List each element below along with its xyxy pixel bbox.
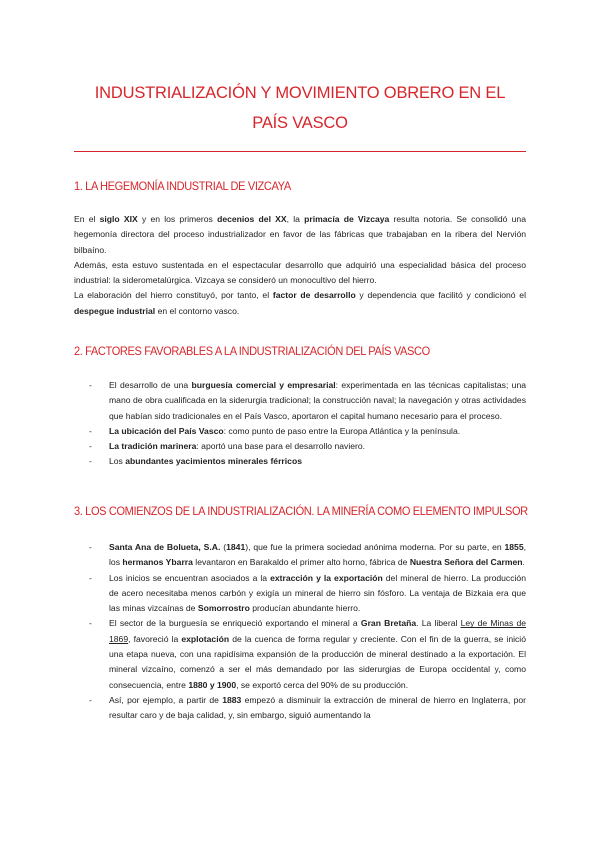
- paragraph-3: [74, 290, 526, 315]
- section-1-heading: 1. LA HEGEMONÍA INDUSTRIAL DE VIZCAYA: [74, 179, 291, 193]
- text-run: : experimentada en las técnicas capitalistas; una mano de obra cualificada en la siderurgia tradicional; la construcción naval; la navegación y otras actividades que habían sido tradicionales en el País Vasco, aportaron el capital humano necesario para el proceso.: [109, 380, 527, 421]
- paragraph-2: [74, 260, 526, 285]
- bold-text: decenios del XX: [217, 214, 287, 224]
- underlined-text: Ley de Minas de 1869: [109, 618, 527, 644]
- list-item: [89, 693, 526, 724]
- text-run: , favoreció la: [128, 633, 182, 644]
- text-run: Los inicios se encuentran asociados a la: [109, 572, 271, 583]
- text-run: Además, esta estuvo sustentada en el espectacular desarrollo que adquirió una especialidad básica del proceso industrial: la siderometalúrgica. Vizcaya se consideró un monocultivo del hierro.: [74, 259, 526, 286]
- bold-text: Somorrostro: [197, 603, 250, 614]
- bold-text: La ubicación del País Vasco: [109, 425, 224, 436]
- text-run: Así, por ejemplo, a partir de: [109, 694, 223, 705]
- title-divider: [74, 151, 526, 152]
- bold-text: siglo XIX: [99, 214, 138, 224]
- text-run: El desarrollo de una: [109, 380, 192, 390]
- text-run: : como punto de paso entre la Europa Atlántica y la península.: [223, 425, 461, 436]
- title-line-1: INDUSTRIALIZACIÓN Y MOVIMIENTO OBRERO EN EL: [94, 84, 506, 102]
- text-run: .: [522, 557, 525, 568]
- list-item: [89, 439, 526, 454]
- text-run: (: [220, 542, 227, 552]
- section-2-heading: 2. FACTORES FAVORABLES A LA INDUSTRIALIZACIÓN DEL PAÍS VASCO: [74, 344, 430, 358]
- bold-text: hermanos Ybarra: [122, 557, 193, 568]
- text-run: . La liberal: [416, 618, 461, 629]
- section-2-list: [89, 378, 526, 470]
- bold-text: extracción y la exportación: [270, 572, 383, 583]
- text-run: La elaboración del hierro constituyó, por tanto, el: [74, 290, 273, 301]
- bold-text: burguesía comercial y empresarial: [191, 380, 336, 390]
- text-run: ), que fue la primera sociedad anónima moderna. Por su parte, en: [245, 542, 505, 552]
- text-run: Los: [109, 456, 126, 467]
- text-run: empezó a disminuir la extracción de mineral de hierro en Inglaterra, por resultar caro y de baja calidad, y, sin embargo, siguió aumentando la: [109, 694, 526, 721]
- bold-text: 1880 y 1900: [188, 679, 237, 690]
- text-run: El sector de la burguesía se enriqueció exportando el mineral a: [109, 618, 361, 629]
- list-item: [89, 454, 526, 469]
- bold-text: Santa Ana de Bolueta, S.A.: [109, 542, 221, 552]
- list-item: [89, 616, 526, 692]
- text-run: y en los primeros: [137, 214, 218, 224]
- text-run: , los: [109, 542, 527, 568]
- text-run: de la cuenca de forma regular y creciente. Con el fin de la guerra, se inició una etapa nueva, con una rapidísima expansión de la producción de mineral destinado a la exportación. El mineral vizcaíno, comenzó a ser el más demandado por las siderurgias de Europa occidental y, como consecuencia, entre: [109, 633, 526, 690]
- title-line-2: PAÍS VASCO: [252, 114, 348, 132]
- bold-text: 1883: [222, 694, 242, 705]
- section-1-paragraph: [74, 212, 526, 319]
- text-run: En el: [74, 214, 100, 224]
- bold-text: La tradición marinera: [109, 441, 197, 452]
- document-title: [74, 78, 526, 138]
- text-run: levantaron en Barakaldo el primer alto horno, fábrica de: [192, 557, 410, 568]
- text-run: : aportó una base para el desarrollo naviero.: [196, 441, 366, 452]
- bold-text: Nuestra Señora del Carmen: [409, 557, 523, 568]
- list-item: [89, 571, 526, 617]
- bold-text: Gran Bretaña: [360, 618, 417, 629]
- bold-text: despegue industrial: [74, 305, 156, 316]
- text-run: en el contorno vasco.: [155, 305, 240, 316]
- bold-text: 1855: [504, 542, 524, 552]
- text-run: y dependencia que facilitó y condicionó el: [355, 290, 526, 301]
- section-3-list: [89, 540, 526, 724]
- paragraph-1: [74, 214, 526, 255]
- list-item: [89, 540, 526, 571]
- list-item: [89, 424, 526, 439]
- bold-text: abundantes yacimientos minerales férricos: [125, 456, 302, 467]
- list-item: [89, 378, 526, 424]
- text-run: resulta notoria. Se consolidó una hegemonía directora del proceso industrializador en favor de las fábricas que trabajaban en la ribera del Nervión bilbaíno.: [74, 214, 526, 255]
- bold-text: factor de desarrollo: [272, 290, 356, 301]
- text-run: , la: [286, 214, 305, 224]
- text-run: del mineral de hierro. La producción de acero necesitaba menos carbón y exigía un mineral de hierro sin fósforo. La ventaja de Bizkaia era que las minas vizcaínas de: [109, 572, 526, 614]
- bold-text: 1841: [226, 542, 246, 552]
- bold-text: explotación: [181, 633, 230, 644]
- section-3-heading: 3. LOS COMIENZOS DE LA INDUSTRIALIZACIÓN. LA MINERÍA COMO ELEMENTO IMPULSOR: [74, 504, 528, 518]
- text-run: , se exportó cerca del 90% de su producción.: [236, 679, 409, 690]
- bold-text: primacía de Vizcaya: [304, 214, 390, 224]
- text-run: producían abundante hierro.: [249, 603, 361, 614]
